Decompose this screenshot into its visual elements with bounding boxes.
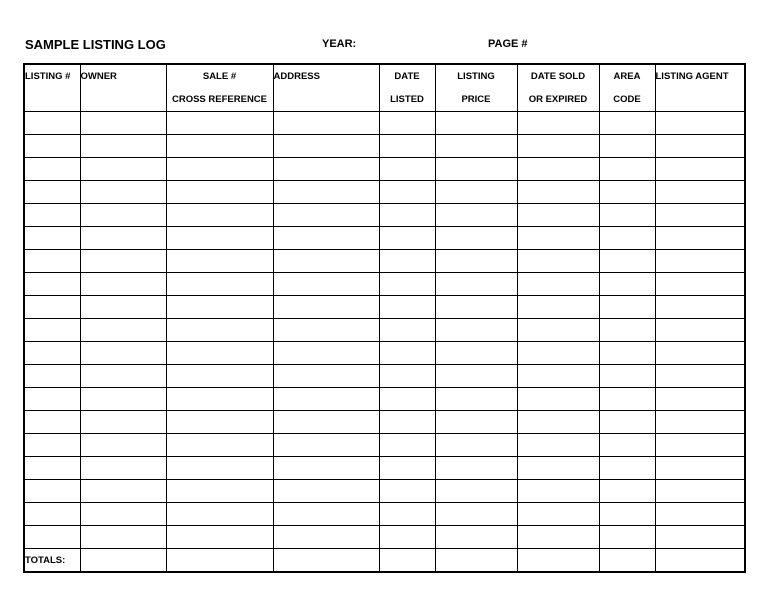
table-cell[interactable] bbox=[24, 135, 80, 158]
table-cell[interactable] bbox=[166, 227, 273, 250]
table-cell[interactable] bbox=[655, 273, 745, 296]
table-cell[interactable] bbox=[379, 112, 435, 135]
table-cell[interactable] bbox=[273, 158, 379, 181]
table-cell[interactable] bbox=[379, 296, 435, 319]
table-cell[interactable] bbox=[435, 273, 517, 296]
table-cell[interactable] bbox=[435, 411, 517, 434]
table-cell[interactable] bbox=[379, 388, 435, 411]
table-cell[interactable] bbox=[599, 273, 655, 296]
table-cell[interactable] bbox=[24, 503, 80, 526]
table-row bbox=[24, 457, 745, 480]
totals-cell[interactable] bbox=[273, 549, 379, 573]
table-cell[interactable] bbox=[80, 112, 166, 135]
table-cell[interactable] bbox=[655, 204, 745, 227]
table-row bbox=[24, 135, 745, 158]
table-cell[interactable] bbox=[599, 112, 655, 135]
table-cell[interactable] bbox=[24, 227, 80, 250]
table-row bbox=[24, 181, 745, 204]
column-header-line: CODE bbox=[613, 94, 641, 105]
table-cell[interactable] bbox=[80, 319, 166, 342]
table-cell[interactable] bbox=[24, 342, 80, 365]
table-cell[interactable] bbox=[517, 411, 599, 434]
table-cell[interactable] bbox=[655, 480, 745, 503]
table-cell[interactable] bbox=[273, 250, 379, 273]
table-cell[interactable] bbox=[655, 526, 745, 549]
table-cell[interactable] bbox=[24, 365, 80, 388]
column-header-line: ADDRESS bbox=[273, 71, 320, 82]
table-cell[interactable] bbox=[166, 296, 273, 319]
table-cell[interactable] bbox=[24, 204, 80, 227]
table-cell[interactable] bbox=[80, 503, 166, 526]
table-cell[interactable] bbox=[166, 526, 273, 549]
table-row bbox=[24, 503, 745, 526]
table-cell[interactable] bbox=[655, 342, 745, 365]
table-cell[interactable] bbox=[379, 342, 435, 365]
table-cell[interactable] bbox=[273, 480, 379, 503]
table-cell[interactable] bbox=[435, 503, 517, 526]
table-cell[interactable] bbox=[166, 411, 273, 434]
table-cell[interactable] bbox=[379, 158, 435, 181]
table-cell[interactable] bbox=[435, 250, 517, 273]
column-header-line: PRICE bbox=[461, 94, 491, 105]
totals-cell[interactable] bbox=[655, 549, 745, 573]
column-header-line: DATE bbox=[394, 71, 420, 82]
table-cell[interactable] bbox=[655, 411, 745, 434]
table-cell[interactable] bbox=[24, 457, 80, 480]
table-cell[interactable] bbox=[435, 204, 517, 227]
table-row bbox=[24, 296, 745, 319]
column-header-line: LISTING # bbox=[25, 71, 71, 82]
table-cell[interactable] bbox=[166, 273, 273, 296]
table-cell[interactable] bbox=[166, 388, 273, 411]
table-cell[interactable] bbox=[24, 434, 80, 457]
table-row bbox=[24, 480, 745, 503]
column-header-line: LISTING bbox=[457, 71, 495, 82]
table-row bbox=[24, 158, 745, 181]
table-cell[interactable] bbox=[655, 434, 745, 457]
table-row bbox=[24, 342, 745, 365]
table-row bbox=[24, 365, 745, 388]
table-cell[interactable] bbox=[655, 135, 745, 158]
column-header-date-sold bbox=[517, 64, 599, 112]
table-cell[interactable] bbox=[273, 296, 379, 319]
column-header-listing-number bbox=[24, 64, 80, 112]
table-row bbox=[24, 526, 745, 549]
table-row bbox=[24, 388, 745, 411]
table-cell[interactable] bbox=[379, 434, 435, 457]
table-cell[interactable] bbox=[273, 181, 379, 204]
table-cell[interactable] bbox=[379, 480, 435, 503]
table-cell[interactable] bbox=[273, 204, 379, 227]
table-cell[interactable] bbox=[599, 227, 655, 250]
table-cell[interactable] bbox=[24, 319, 80, 342]
table-cell[interactable] bbox=[273, 273, 379, 296]
totals-row bbox=[24, 549, 745, 573]
table-cell[interactable] bbox=[166, 250, 273, 273]
column-header-area-code bbox=[599, 64, 655, 112]
table-cell[interactable] bbox=[599, 135, 655, 158]
table-cell[interactable] bbox=[517, 365, 599, 388]
table-cell[interactable] bbox=[655, 365, 745, 388]
table-cell[interactable] bbox=[273, 388, 379, 411]
table-cell[interactable] bbox=[599, 411, 655, 434]
totals-cell[interactable] bbox=[166, 549, 273, 573]
table-cell[interactable] bbox=[655, 296, 745, 319]
column-header-listing-agent bbox=[655, 64, 745, 112]
page-title: SAMPLE LISTING LOG bbox=[25, 37, 166, 52]
table-cell[interactable] bbox=[435, 296, 517, 319]
totals-label: TOTALS: bbox=[24, 549, 80, 573]
table-cell[interactable] bbox=[517, 388, 599, 411]
table-cell[interactable] bbox=[24, 250, 80, 273]
table-cell[interactable] bbox=[80, 227, 166, 250]
table-cell[interactable] bbox=[166, 434, 273, 457]
table-row bbox=[24, 434, 745, 457]
table-cell[interactable] bbox=[273, 342, 379, 365]
table-cell[interactable] bbox=[80, 526, 166, 549]
table-cell[interactable] bbox=[435, 365, 517, 388]
totals-cell[interactable] bbox=[80, 549, 166, 573]
table-cell[interactable] bbox=[273, 112, 379, 135]
listing-log-table bbox=[23, 63, 746, 573]
table-cell[interactable] bbox=[379, 526, 435, 549]
table-cell[interactable] bbox=[273, 319, 379, 342]
table-cell[interactable] bbox=[435, 227, 517, 250]
table-cell[interactable] bbox=[517, 227, 599, 250]
table-cell[interactable] bbox=[273, 503, 379, 526]
table-cell[interactable] bbox=[24, 273, 80, 296]
table-cell[interactable] bbox=[517, 273, 599, 296]
table-cell[interactable] bbox=[273, 365, 379, 388]
column-header-line: DATE SOLD bbox=[530, 71, 586, 82]
column-header-line: SALE # bbox=[202, 71, 237, 82]
table-cell[interactable] bbox=[379, 411, 435, 434]
table-cell[interactable] bbox=[599, 457, 655, 480]
table-row bbox=[24, 273, 745, 296]
table-cell[interactable] bbox=[655, 503, 745, 526]
column-header-address bbox=[273, 64, 379, 112]
table-cell[interactable] bbox=[80, 296, 166, 319]
table-cell[interactable] bbox=[379, 181, 435, 204]
table-cell[interactable] bbox=[80, 434, 166, 457]
table-cell[interactable] bbox=[517, 112, 599, 135]
table-cell[interactable] bbox=[24, 112, 80, 135]
table-cell[interactable] bbox=[599, 342, 655, 365]
table-cell[interactable] bbox=[166, 181, 273, 204]
table-cell[interactable] bbox=[599, 181, 655, 204]
table-cell[interactable] bbox=[517, 135, 599, 158]
table-cell[interactable] bbox=[655, 158, 745, 181]
table-cell[interactable] bbox=[517, 526, 599, 549]
table-cell[interactable] bbox=[517, 342, 599, 365]
table-cell[interactable] bbox=[80, 181, 166, 204]
table-cell[interactable] bbox=[379, 273, 435, 296]
table-row bbox=[24, 204, 745, 227]
table-cell[interactable] bbox=[517, 296, 599, 319]
column-header-line: OWNER bbox=[80, 71, 117, 82]
page-number-label: PAGE # bbox=[488, 38, 528, 50]
table-cell[interactable] bbox=[379, 365, 435, 388]
column-header-line: LISTING AGENT bbox=[655, 71, 729, 82]
totals-cell[interactable] bbox=[517, 549, 599, 573]
table-cell[interactable] bbox=[80, 388, 166, 411]
table-cell[interactable] bbox=[80, 480, 166, 503]
table-cell[interactable] bbox=[655, 388, 745, 411]
table-cell[interactable] bbox=[24, 526, 80, 549]
table-row bbox=[24, 227, 745, 250]
table-cell[interactable] bbox=[435, 434, 517, 457]
table-cell[interactable] bbox=[379, 503, 435, 526]
table-cell[interactable] bbox=[24, 296, 80, 319]
table-cell[interactable] bbox=[655, 457, 745, 480]
table-cell[interactable] bbox=[517, 480, 599, 503]
table-cell[interactable] bbox=[599, 319, 655, 342]
table-cell[interactable] bbox=[517, 250, 599, 273]
table-cell[interactable] bbox=[435, 319, 517, 342]
table-cell[interactable] bbox=[273, 411, 379, 434]
totals-cell[interactable] bbox=[599, 549, 655, 573]
header-row bbox=[24, 64, 745, 112]
table-cell[interactable] bbox=[166, 158, 273, 181]
table-cell[interactable] bbox=[80, 204, 166, 227]
table-cell[interactable] bbox=[166, 319, 273, 342]
table-cell[interactable] bbox=[517, 319, 599, 342]
table-row bbox=[24, 411, 745, 434]
table-cell[interactable] bbox=[435, 342, 517, 365]
table-cell[interactable] bbox=[166, 480, 273, 503]
table-cell[interactable] bbox=[599, 503, 655, 526]
table-cell[interactable] bbox=[80, 250, 166, 273]
table-cell[interactable] bbox=[379, 204, 435, 227]
table-cell[interactable] bbox=[655, 250, 745, 273]
table-cell[interactable] bbox=[599, 250, 655, 273]
table-cell[interactable] bbox=[435, 158, 517, 181]
table-cell[interactable] bbox=[273, 135, 379, 158]
column-header-owner bbox=[80, 64, 166, 112]
table-cell[interactable] bbox=[273, 526, 379, 549]
table-cell[interactable] bbox=[655, 181, 745, 204]
table-body bbox=[24, 112, 745, 573]
table-cell[interactable] bbox=[517, 181, 599, 204]
table-cell[interactable] bbox=[80, 342, 166, 365]
table-cell[interactable] bbox=[80, 135, 166, 158]
table-row bbox=[24, 250, 745, 273]
column-header-line: CROSS REFERENCE bbox=[171, 94, 267, 105]
totals-cell[interactable] bbox=[435, 549, 517, 573]
table-cell[interactable] bbox=[166, 342, 273, 365]
table-cell[interactable] bbox=[24, 388, 80, 411]
table-cell[interactable] bbox=[655, 112, 745, 135]
table-cell[interactable] bbox=[517, 434, 599, 457]
table-cell[interactable] bbox=[517, 158, 599, 181]
table-cell[interactable] bbox=[517, 204, 599, 227]
table-cell[interactable] bbox=[166, 204, 273, 227]
table-cell[interactable] bbox=[599, 158, 655, 181]
table-cell[interactable] bbox=[80, 158, 166, 181]
table-cell[interactable] bbox=[166, 112, 273, 135]
table-cell[interactable] bbox=[655, 227, 745, 250]
table-cell[interactable] bbox=[379, 227, 435, 250]
table-cell[interactable] bbox=[24, 158, 80, 181]
table-cell[interactable] bbox=[435, 480, 517, 503]
table-cell[interactable] bbox=[379, 457, 435, 480]
table-cell[interactable] bbox=[166, 135, 273, 158]
table-cell[interactable] bbox=[517, 503, 599, 526]
table-cell[interactable] bbox=[166, 503, 273, 526]
table-cell[interactable] bbox=[379, 250, 435, 273]
table-cell[interactable] bbox=[80, 273, 166, 296]
table-cell[interactable] bbox=[24, 181, 80, 204]
table-cell[interactable] bbox=[435, 135, 517, 158]
table-cell[interactable] bbox=[599, 526, 655, 549]
table-row bbox=[24, 112, 745, 135]
table-cell[interactable] bbox=[80, 411, 166, 434]
column-header-listing-price bbox=[435, 64, 517, 112]
table-cell[interactable] bbox=[517, 457, 599, 480]
column-header-sale-number bbox=[166, 64, 273, 112]
table-cell[interactable] bbox=[435, 112, 517, 135]
table-cell[interactable] bbox=[599, 480, 655, 503]
table-cell[interactable] bbox=[599, 204, 655, 227]
table-cell[interactable] bbox=[655, 319, 745, 342]
table-cell[interactable] bbox=[166, 457, 273, 480]
table-cell[interactable] bbox=[80, 457, 166, 480]
column-header-line: LISTED bbox=[390, 94, 424, 105]
table-row bbox=[24, 319, 745, 342]
column-header-line: AREA bbox=[613, 71, 641, 82]
table-cell[interactable] bbox=[599, 365, 655, 388]
table-cell[interactable] bbox=[379, 135, 435, 158]
table-cell[interactable] bbox=[599, 434, 655, 457]
table-cell[interactable] bbox=[273, 457, 379, 480]
table-cell[interactable] bbox=[599, 296, 655, 319]
column-header-date-listed bbox=[379, 64, 435, 112]
table-cell[interactable] bbox=[80, 365, 166, 388]
table-cell[interactable] bbox=[599, 388, 655, 411]
table-cell[interactable] bbox=[273, 434, 379, 457]
totals-cell[interactable] bbox=[379, 549, 435, 573]
year-label: YEAR: bbox=[322, 38, 357, 50]
table-cell[interactable] bbox=[273, 227, 379, 250]
table-cell[interactable] bbox=[166, 365, 273, 388]
table-cell[interactable] bbox=[24, 480, 80, 503]
table-cell[interactable] bbox=[435, 388, 517, 411]
table-cell[interactable] bbox=[24, 411, 80, 434]
table-cell[interactable] bbox=[435, 181, 517, 204]
table-cell[interactable] bbox=[435, 457, 517, 480]
column-header-line: OR EXPIRED bbox=[528, 94, 588, 105]
table-cell[interactable] bbox=[435, 526, 517, 549]
table-cell[interactable] bbox=[379, 319, 435, 342]
